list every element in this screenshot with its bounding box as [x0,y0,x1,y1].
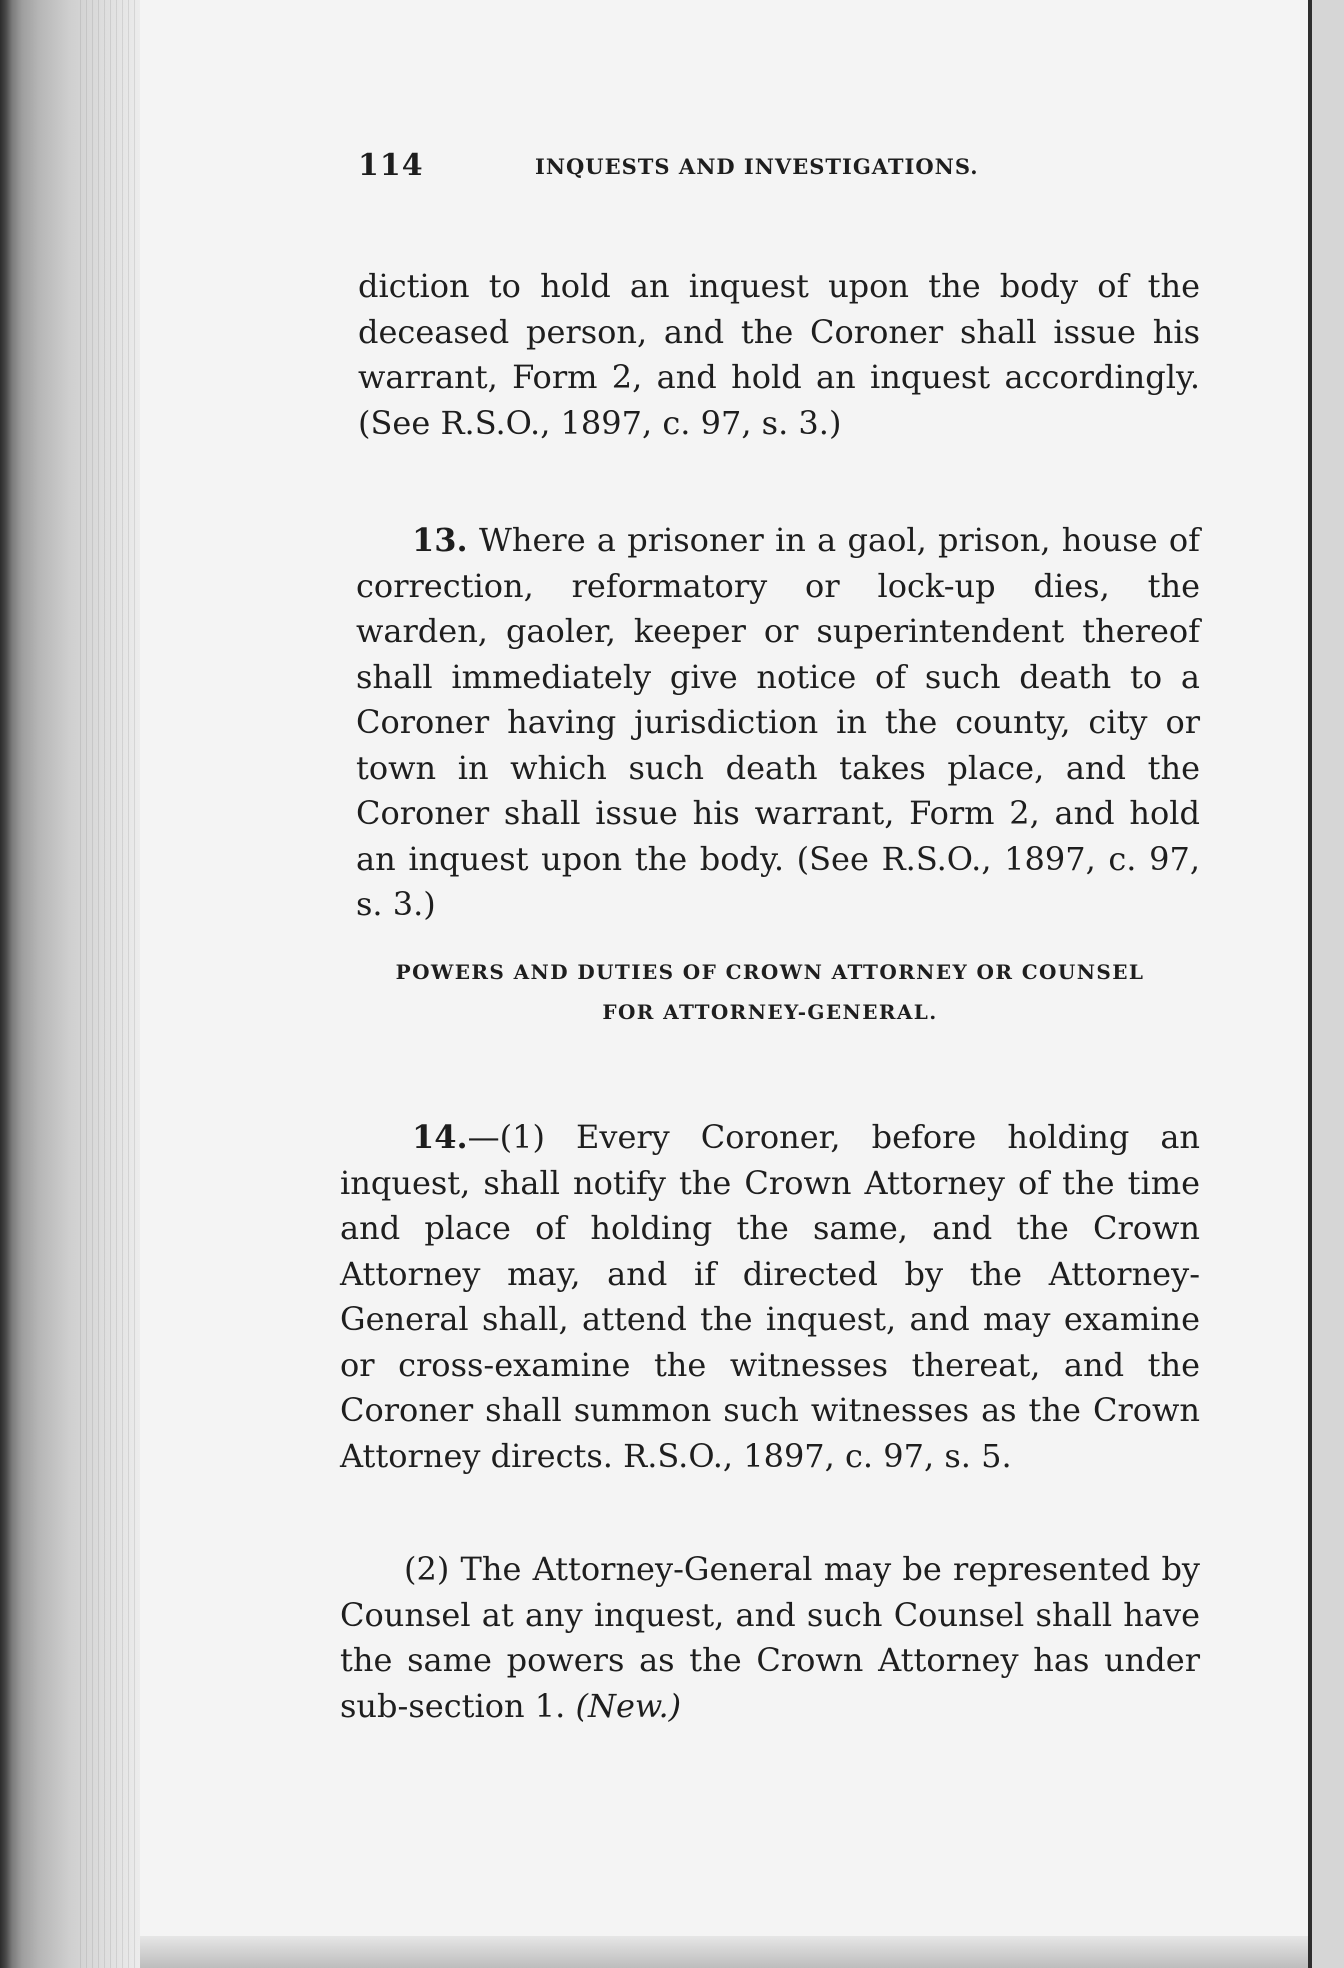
section-heading-line2: FOR ATTORNEY-GENERAL. [602,1000,938,1024]
paragraph-section-13 [356,518,1200,928]
page-bottom-edge [140,1936,1308,1968]
section-13-text: Where a prisoner in a gaol, prison, house of correction, reformatory or lock-up dies, the warden, gaoler, keeper or superintendent thereof shall immediately give notice of such death to a Coroner having jurisdiction in the county, city or town in which such death takes place, and the Coroner shall issue his warrant, Form 2, and hold an inquest upon the body. (See R.S.O., 1897, c. 97, s. 3.) [356,521,1201,923]
page-leaves [80,0,140,1968]
page-right-margin [1312,0,1344,1968]
section-14-1-text: —(1) Every Coroner, before holding an inquest, shall notify the Crown Attorney of the time and place of holding the same, and the Crown Attorney may, and if directed by the Attorney-General shall, attend the inquest, and may examine or cross-examine the witnesses thereat, and the Coroner shall summon such witnesses as the Crown Attorney directs. R.S.O., 1897, c. 97, s. 5. [340,1118,1200,1475]
paragraph-section-14-2 [340,1547,1200,1729]
running-header [340,148,1200,188]
section-number-13: 13. [412,521,468,559]
paragraph-section-14-1 [340,1115,1200,1479]
section-number-14: 14. [412,1118,468,1156]
section-14-2-text: (2) The Attorney-General may be represented by Counsel at any inquest, and such Counsel shall have the same powers as the Crown Attorney has under sub-section 1. [340,1550,1200,1725]
running-title: INQUESTS AND INVESTIGATIONS. [535,154,979,179]
section-heading-line1: POWERS AND DUTIES OF CROWN ATTORNEY OR COUNSEL [395,960,1145,984]
page-number: 114 [358,148,424,183]
section-14-2-note: (New.) [575,1686,682,1725]
paragraph-continuation: diction to hold an inquest upon the body of the deceased person, and the Coroner shall issue his warrant, Form 2, and hold an inquest accordingly. (See R.S.O., 1897, c. 97, s. 3.) [358,267,1200,442]
